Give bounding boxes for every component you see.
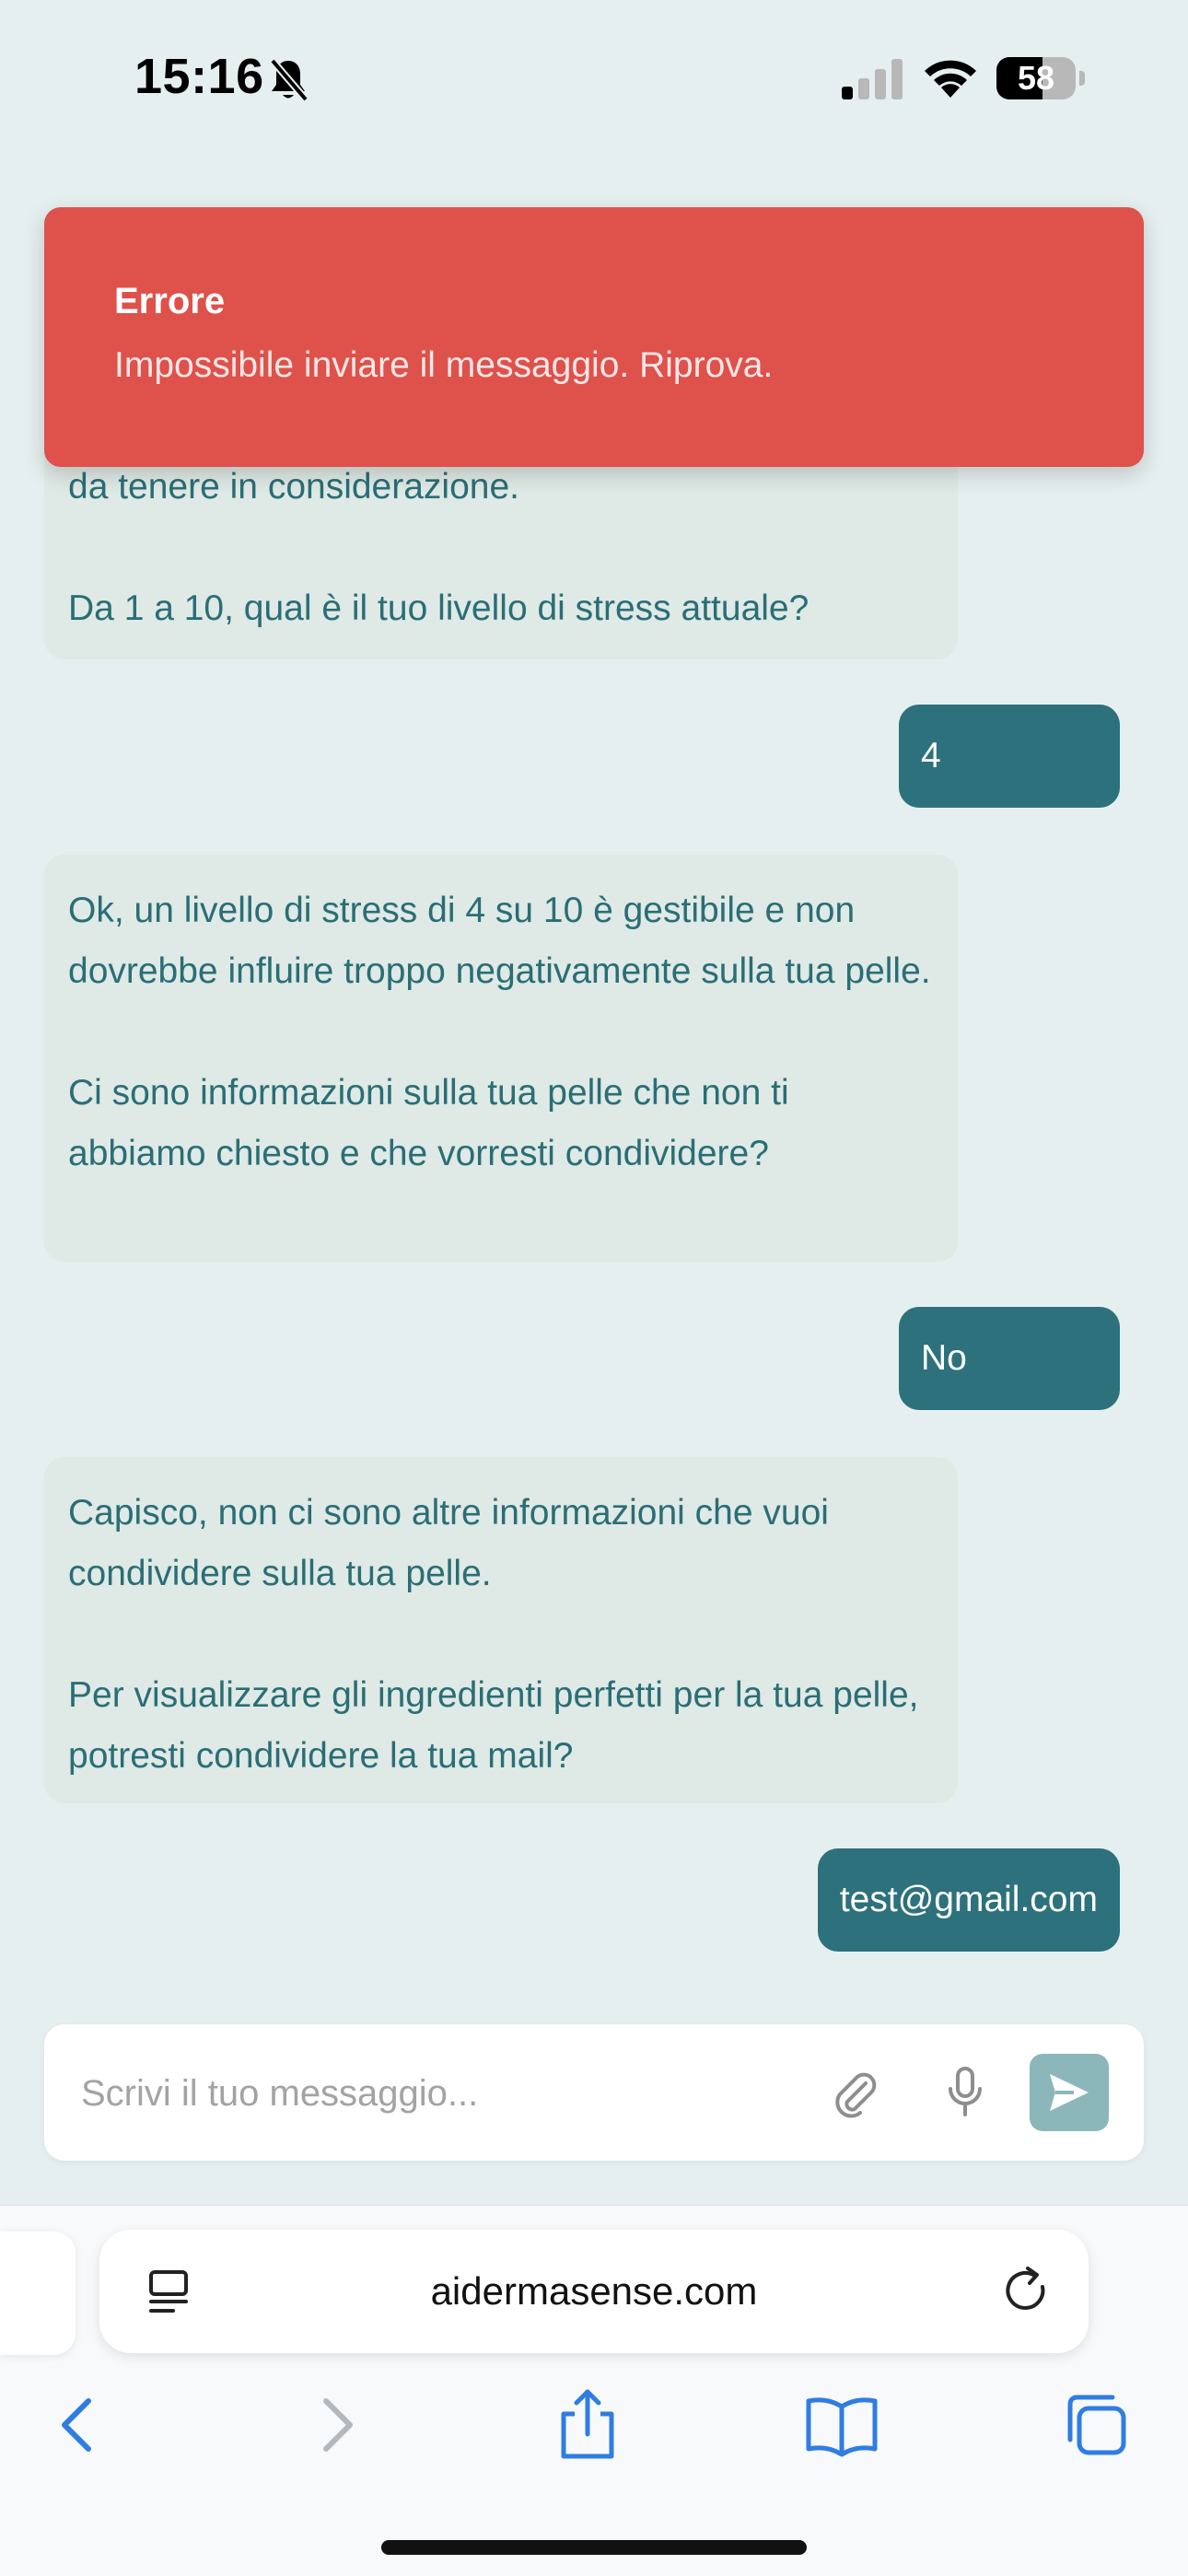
address-bar[interactable] (99, 2230, 1089, 2353)
previous-tab[interactable] (0, 2232, 76, 2355)
status-time: 15:16 (134, 49, 264, 104)
forward-arrow-icon[interactable] (293, 2381, 381, 2469)
toast-message: Impossibile inviare il messaggio. Riprova. (114, 345, 774, 385)
tabs-icon[interactable] (1052, 2381, 1140, 2469)
microphone-icon[interactable] (943, 2065, 987, 2120)
bot-message: Capisco, non ci sono altre informazioni che vuoi condividere sulla tua pelle. Per visualizzare gli ingredienti perfetti per la tua pelle, potresti condividere la tua mail? (44, 1457, 958, 1803)
error-toast[interactable] (44, 207, 1144, 467)
message-input[interactable] (79, 2052, 820, 2135)
back-arrow-icon[interactable] (33, 2381, 122, 2469)
share-icon[interactable] (543, 2381, 632, 2469)
user-message: test@gmail.com (818, 1848, 1120, 1952)
url-text: aidermasense.com (430, 2269, 758, 2313)
send-icon (1048, 2072, 1090, 2113)
reload-icon[interactable] (1002, 2265, 1054, 2320)
toast-title: Errore (114, 281, 226, 321)
bot-message: da tenere in considerazione. Da 1 a 10, qual è il tuo livello di stress attuale? (44, 433, 958, 659)
user-message: No (899, 1307, 1120, 1410)
bot-message: Ok, un livello di stress di 4 su 10 è gestibile e non dovrebbe influire troppo negativamente sulla tua pelle. Ci sono informazioni sulla tua pelle che non ti abbiamo chiesto e che vorresti condividere? (44, 855, 958, 1262)
battery-percentage: 58 (1017, 59, 1055, 97)
bookmarks-icon[interactable] (798, 2381, 886, 2469)
message-composer (44, 2024, 1144, 2161)
browser-toolbar (0, 2205, 1188, 2576)
send-button[interactable] (1030, 2054, 1109, 2131)
user-message: 4 (899, 705, 1120, 808)
paperclip-icon[interactable] (829, 2067, 880, 2118)
home-indicator (381, 2540, 807, 2555)
